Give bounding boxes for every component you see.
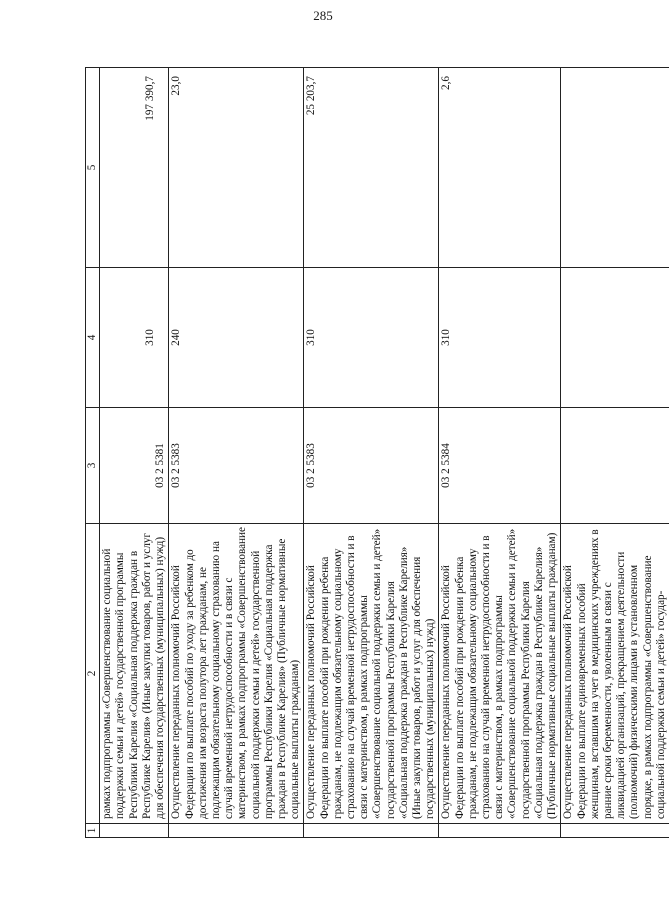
type-cell: [561, 268, 669, 408]
header-col-3: 3: [86, 408, 100, 524]
code-cell: 03 2 5383: [169, 408, 304, 524]
row-index-cell: [169, 824, 304, 838]
row-index-cell: [100, 824, 169, 838]
row-index-cell: [304, 824, 439, 838]
code-cell: [561, 408, 669, 524]
table-row: [169, 68, 304, 838]
table-row: [304, 68, 439, 838]
description-cell: Осуществление переданных полномочий Российской Федерации по выплате пособий по уходу за ребенком до достижения им возраста полутора лет гражданам, не подлежащим обязательному социальному страхованию на случай временной нетрудоспособности и в связи с материнством, в рамках подпрограммы «Совершенствование социальной поддержки семьи и детей» государственной программы Республики Карелия «Социальная поддержка граждан в Республике Карелия» (Публичные нормативные социальные выплаты гражданам): [169, 524, 304, 824]
table-row: [561, 68, 669, 838]
header-col-4: 4: [86, 268, 100, 408]
description-cell: рамках подпрограммы «Совершенствование социальной поддержки семьи и детей» государственной программы Республики Карелия «Социальная поддержка граждан в Республике Карелия» (Иные закупки товаров, работ и услуг для обеспечения государственных (муниципальных) нужд): [100, 524, 169, 824]
description-cell: Осуществление переданных полномочий Российской Федерации по выплате пособий при рождении ребенка гражданам, не подлежащим обязательному социальному страхованию на случай временной нетрудоспособности и в связи с материнством, в рамках подпрограммы «Совершенствование социальной поддержки семьи и детей» государственной программы Республики Карелия «Социальная поддержка граждан в Республике Карелия» (Иные закупки товаров, работ и услуг для обеспечения государственных (муниципальных) нужд): [304, 524, 439, 824]
header-row: [86, 68, 100, 838]
description-cell: Осуществление переданных полномочий Российской Федерации по выплате пособий при рождении ребенка гражданам, не подлежащим обязательному социальному страхованию на случай временной нетрудоспособности и в связи с материнством, в рамках подпрограммы «Совершенствование социальной поддержки семьи и детей» государственной программы Республики Карелия «Социальная поддержка граждан в Республике Карелия» (Публичные нормативные социальные выплаты гражданам): [439, 524, 561, 824]
header-col-1: 1: [86, 824, 100, 838]
type-cell: 310: [439, 268, 561, 408]
table-row: [100, 68, 169, 838]
amount-cell: 197 390,7: [100, 68, 169, 268]
table-row: [439, 68, 561, 838]
code-cell: 03 2 5384: [439, 408, 561, 524]
type-cell: 310: [304, 268, 439, 408]
type-cell: 310: [100, 268, 169, 408]
header-col-5: 5: [86, 68, 100, 268]
type-cell: 240: [169, 268, 304, 408]
rotated-table-container: [85, 68, 667, 838]
budget-table: [85, 67, 669, 838]
header-col-2: 2: [86, 524, 100, 824]
row-index-cell: [439, 824, 561, 838]
code-cell: 03 2 5381: [100, 408, 169, 524]
amount-cell: [561, 68, 669, 268]
description-cell: Осуществление переданных полномочий Российской Федерации по выплате единовременных пособий женщинам, вставшим на учет в медицинских учреждениях в ранние сроки беременности, уволенным в связи с ликвидацией организаций, прекращением деятельности (полномочий) физическими лицами в установленном порядке, в рамках подпрограммы «Совершенствование социальной поддержки семьи и детей» государ-: [561, 524, 669, 824]
row-index-cell: [561, 824, 669, 838]
amount-cell: 2,6: [439, 68, 561, 268]
amount-cell: 25 203,7: [304, 68, 439, 268]
code-cell: 03 2 5383: [304, 408, 439, 524]
page-number: 285: [313, 8, 333, 23]
amount-cell: 23,0: [169, 68, 304, 268]
